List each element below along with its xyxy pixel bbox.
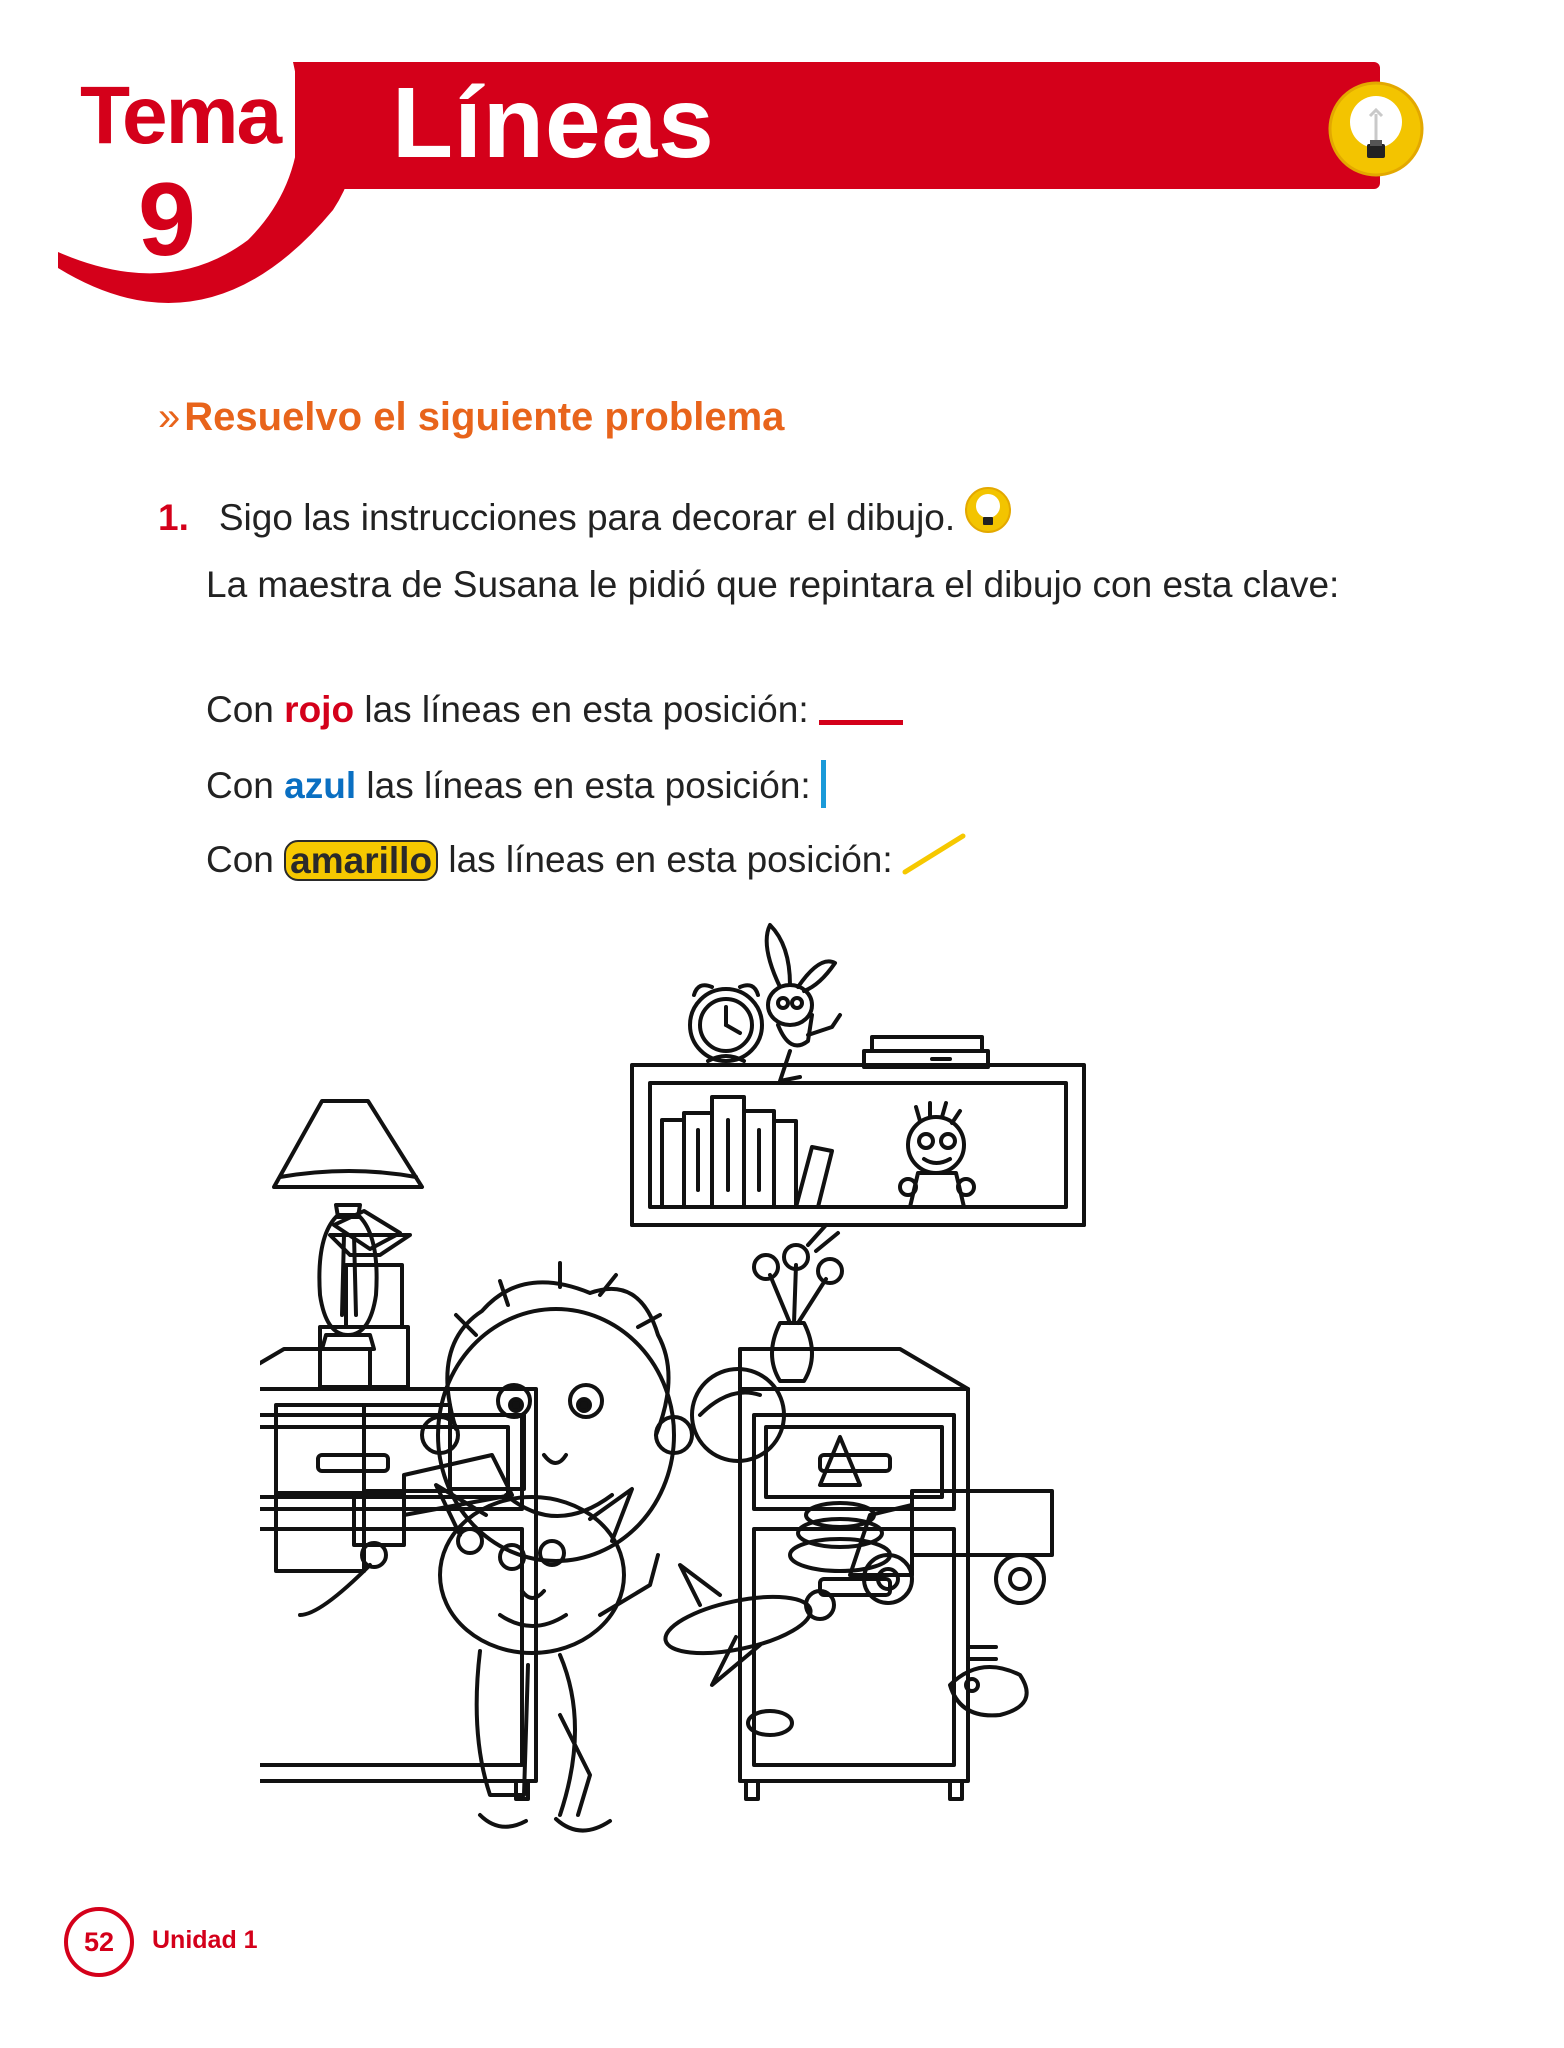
lightbulb-icon <box>963 485 1013 535</box>
page-number: 52 <box>83 1926 115 1957</box>
tema-badge <box>58 0 388 345</box>
tema-number: 9 <box>138 162 196 278</box>
section-heading <box>158 395 784 439</box>
oblique-line-sample <box>901 832 967 876</box>
page-title: Líneas <box>392 67 715 179</box>
key-suffix: las líneas en esta posición: <box>366 764 811 806</box>
lightbulb-icon <box>1327 80 1425 178</box>
floor-toys <box>300 1369 1052 1735</box>
instruction-text: Sigo las instrucciones para decorar el dibujo. <box>218 496 956 538</box>
unit-label: Unidad 1 <box>152 1926 258 1954</box>
key-prefix: Con <box>206 764 274 806</box>
flower-vase <box>754 1225 842 1381</box>
instruction-paragraph: La maestra de Susana le pidió que repintara el dibujo con esta clave: <box>206 564 1340 605</box>
header <box>0 0 1564 360</box>
tema-label: Tema <box>80 70 281 161</box>
activity-number: 1. <box>158 496 189 538</box>
key-prefix: Con <box>206 839 274 880</box>
shelf-toys <box>690 925 988 1081</box>
key-color-word: rojo <box>284 689 355 730</box>
key-blue <box>206 762 826 810</box>
activity-instruction <box>158 493 1013 543</box>
vertical-line-sample <box>821 760 826 808</box>
key-color-word: azul <box>284 764 357 806</box>
horizontal-line-sample <box>819 720 903 725</box>
key-suffix: las líneas en esta posición: <box>448 839 893 880</box>
boy-with-cat <box>422 1263 692 1831</box>
key-red <box>206 688 903 732</box>
section-heading-text: Resuelvo el siguiente problema <box>184 395 785 439</box>
chevron-icon: » <box>158 395 181 439</box>
key-color-word: amarillo <box>284 840 438 881</box>
key-yellow <box>206 838 967 882</box>
key-suffix: las líneas en esta posición: <box>364 689 809 730</box>
wall-shelf <box>632 1065 1084 1225</box>
coloring-illustration <box>260 915 1320 1895</box>
page-number-badge <box>64 1907 134 1977</box>
key-prefix: Con <box>206 689 274 730</box>
